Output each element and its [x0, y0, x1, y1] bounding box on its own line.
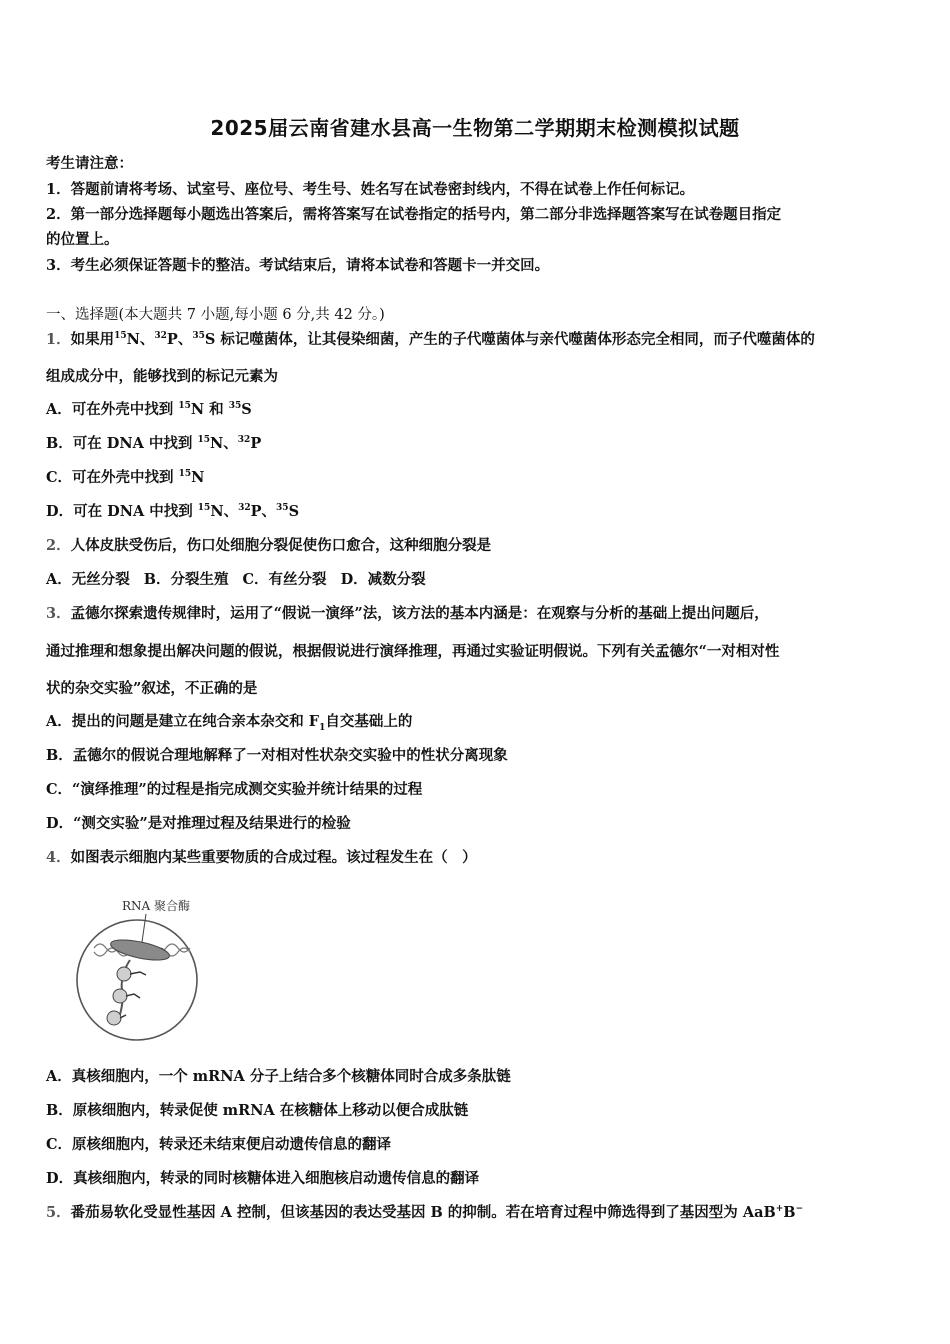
notice-item-2: 2．第一部分选择题每小题选出答案后，需将答案写在试卷指定的括号内，第二部分非选择题答案写在试卷题目指定: [46, 206, 782, 223]
peptide-chain-1: [130, 972, 146, 975]
question-4-option-d: D．真核细胞内，转录的同时核糖体进入细胞核启动遗传信息的翻译: [46, 1170, 480, 1187]
question-3-cont-2: 状的杂交实验”叙述，不正确的是: [46, 680, 258, 697]
ribosome-3: [107, 1011, 121, 1025]
question-number: 3．: [46, 605, 71, 622]
question-4: 4．如图表示细胞内某些重要物质的合成过程。该过程发生在（ ）: [46, 849, 477, 866]
question-1-option-c: C．可在外壳中找到 $^{15}$N: [46, 469, 205, 486]
label-pointer: [142, 914, 146, 942]
question-4-option-b: B．原核细胞内，转录促使 mRNA 在核糖体上移动以便合成肽链: [46, 1102, 469, 1119]
question-3-option-a: A．提出的问题是建立在纯合亲本杂交和 $F_1$自交基础上的: [46, 713, 413, 733]
question-1-cont: 组成成分中，能够找到的标记元素为: [46, 368, 278, 385]
peptide-chain-2: [126, 994, 140, 998]
question-3-option-b: B．孟德尔的假说合理地解释了一对相对性状杂交实验中的性状分离现象: [46, 747, 508, 764]
question-1-option-d: D．可在 DNA 中找到 $^{15}$N、$^{32}$P、$^{35}$S: [46, 503, 300, 520]
section-heading: 一、选择题(本大题共 7 小题,每小题 6 分,共 42 分。): [46, 307, 385, 323]
question-3-cont-1: 通过推理和想象提出解决问题的假说，根据假说进行演绎推理，再通过实验证明假说。下列有关孟德尔“一对相对性: [46, 643, 780, 660]
question-number: 2．: [46, 537, 71, 554]
question-number: 5．: [46, 1204, 71, 1221]
question-1-option-b: B．可在 DNA 中找到 $^{15}$N、$^{32}$P: [46, 435, 262, 452]
ribosome-1: [117, 967, 131, 981]
question-2: 2．人体皮肤受伤后，伤口处细胞分裂促使伤口愈合，这种细胞分裂是: [46, 537, 492, 554]
question-number: 1．: [46, 331, 71, 348]
question-4-option-c: C．原核细胞内，转录还未结束便启动遗传信息的翻译: [46, 1136, 392, 1153]
question-1-option-a: A．可在外壳中找到 $^{15}$N 和 $^{35}$S: [46, 401, 252, 418]
question-number: 4．: [46, 849, 71, 866]
transcription-translation-figure: [72, 890, 212, 1050]
notice-item-2-cont: 的位置上。: [46, 231, 119, 248]
notice-item-3: 3．考生必须保证答题卡的整洁。考试结束后，请将本试卷和答题卡一并交回。: [46, 257, 550, 274]
question-5: 5．番茄易软化受显性基因 A 控制，但该基因的表达受基因 B 的抑制。若在培育过程中筛选得到了基因型为 AaB+B−: [46, 1204, 804, 1221]
notice-item-1: 1．答题前请将考场、试室号、座位号、考生号、姓名写在试卷密封线内，不得在试卷上作任何标记。: [46, 181, 695, 198]
cell-outline: [77, 920, 197, 1040]
notice-heading: 考生请注意：: [46, 155, 133, 172]
page-title: 2025届云南省建水县高一生物第二学期期末检测模拟试题: [210, 116, 740, 140]
question-3: 3．孟德尔探索遗传规律时，运用了“假说一演绎”法，该方法的基本内涵是：在观察与分析的基础上提出问题后，: [46, 605, 769, 622]
question-2-option-a: A．无丝分裂: [46, 571, 130, 588]
figure-label: RNA 聚合酶: [122, 899, 191, 913]
question-2-option-d: D．减数分裂: [340, 571, 426, 588]
question-2-option-b: B．分裂生殖: [143, 571, 229, 588]
rna-polymerase: [109, 936, 171, 964]
question-2-options: [46, 568, 426, 589]
question-2-option-c: C．有丝分裂: [242, 571, 327, 588]
question-4-option-a: A．真核细胞内，一个 mRNA 分子上结合多个核糖体同时合成多条肽链: [46, 1068, 511, 1085]
question-1: 1．如果用$^{15}$N、$^{32}$P、$^{35}$S 标记噬菌体，让其侵染细菌，产生的子代噬菌体与亲代噬菌体形态完全相同，而子代噬菌体的: [46, 331, 815, 348]
ribosome-2: [113, 989, 127, 1003]
question-3-option-c: C．“演绎推理”的过程是指完成测交实验并统计结果的过程: [46, 781, 423, 798]
question-3-option-d: D．“测交实验”是对推理过程及结果进行的检验: [46, 815, 351, 832]
